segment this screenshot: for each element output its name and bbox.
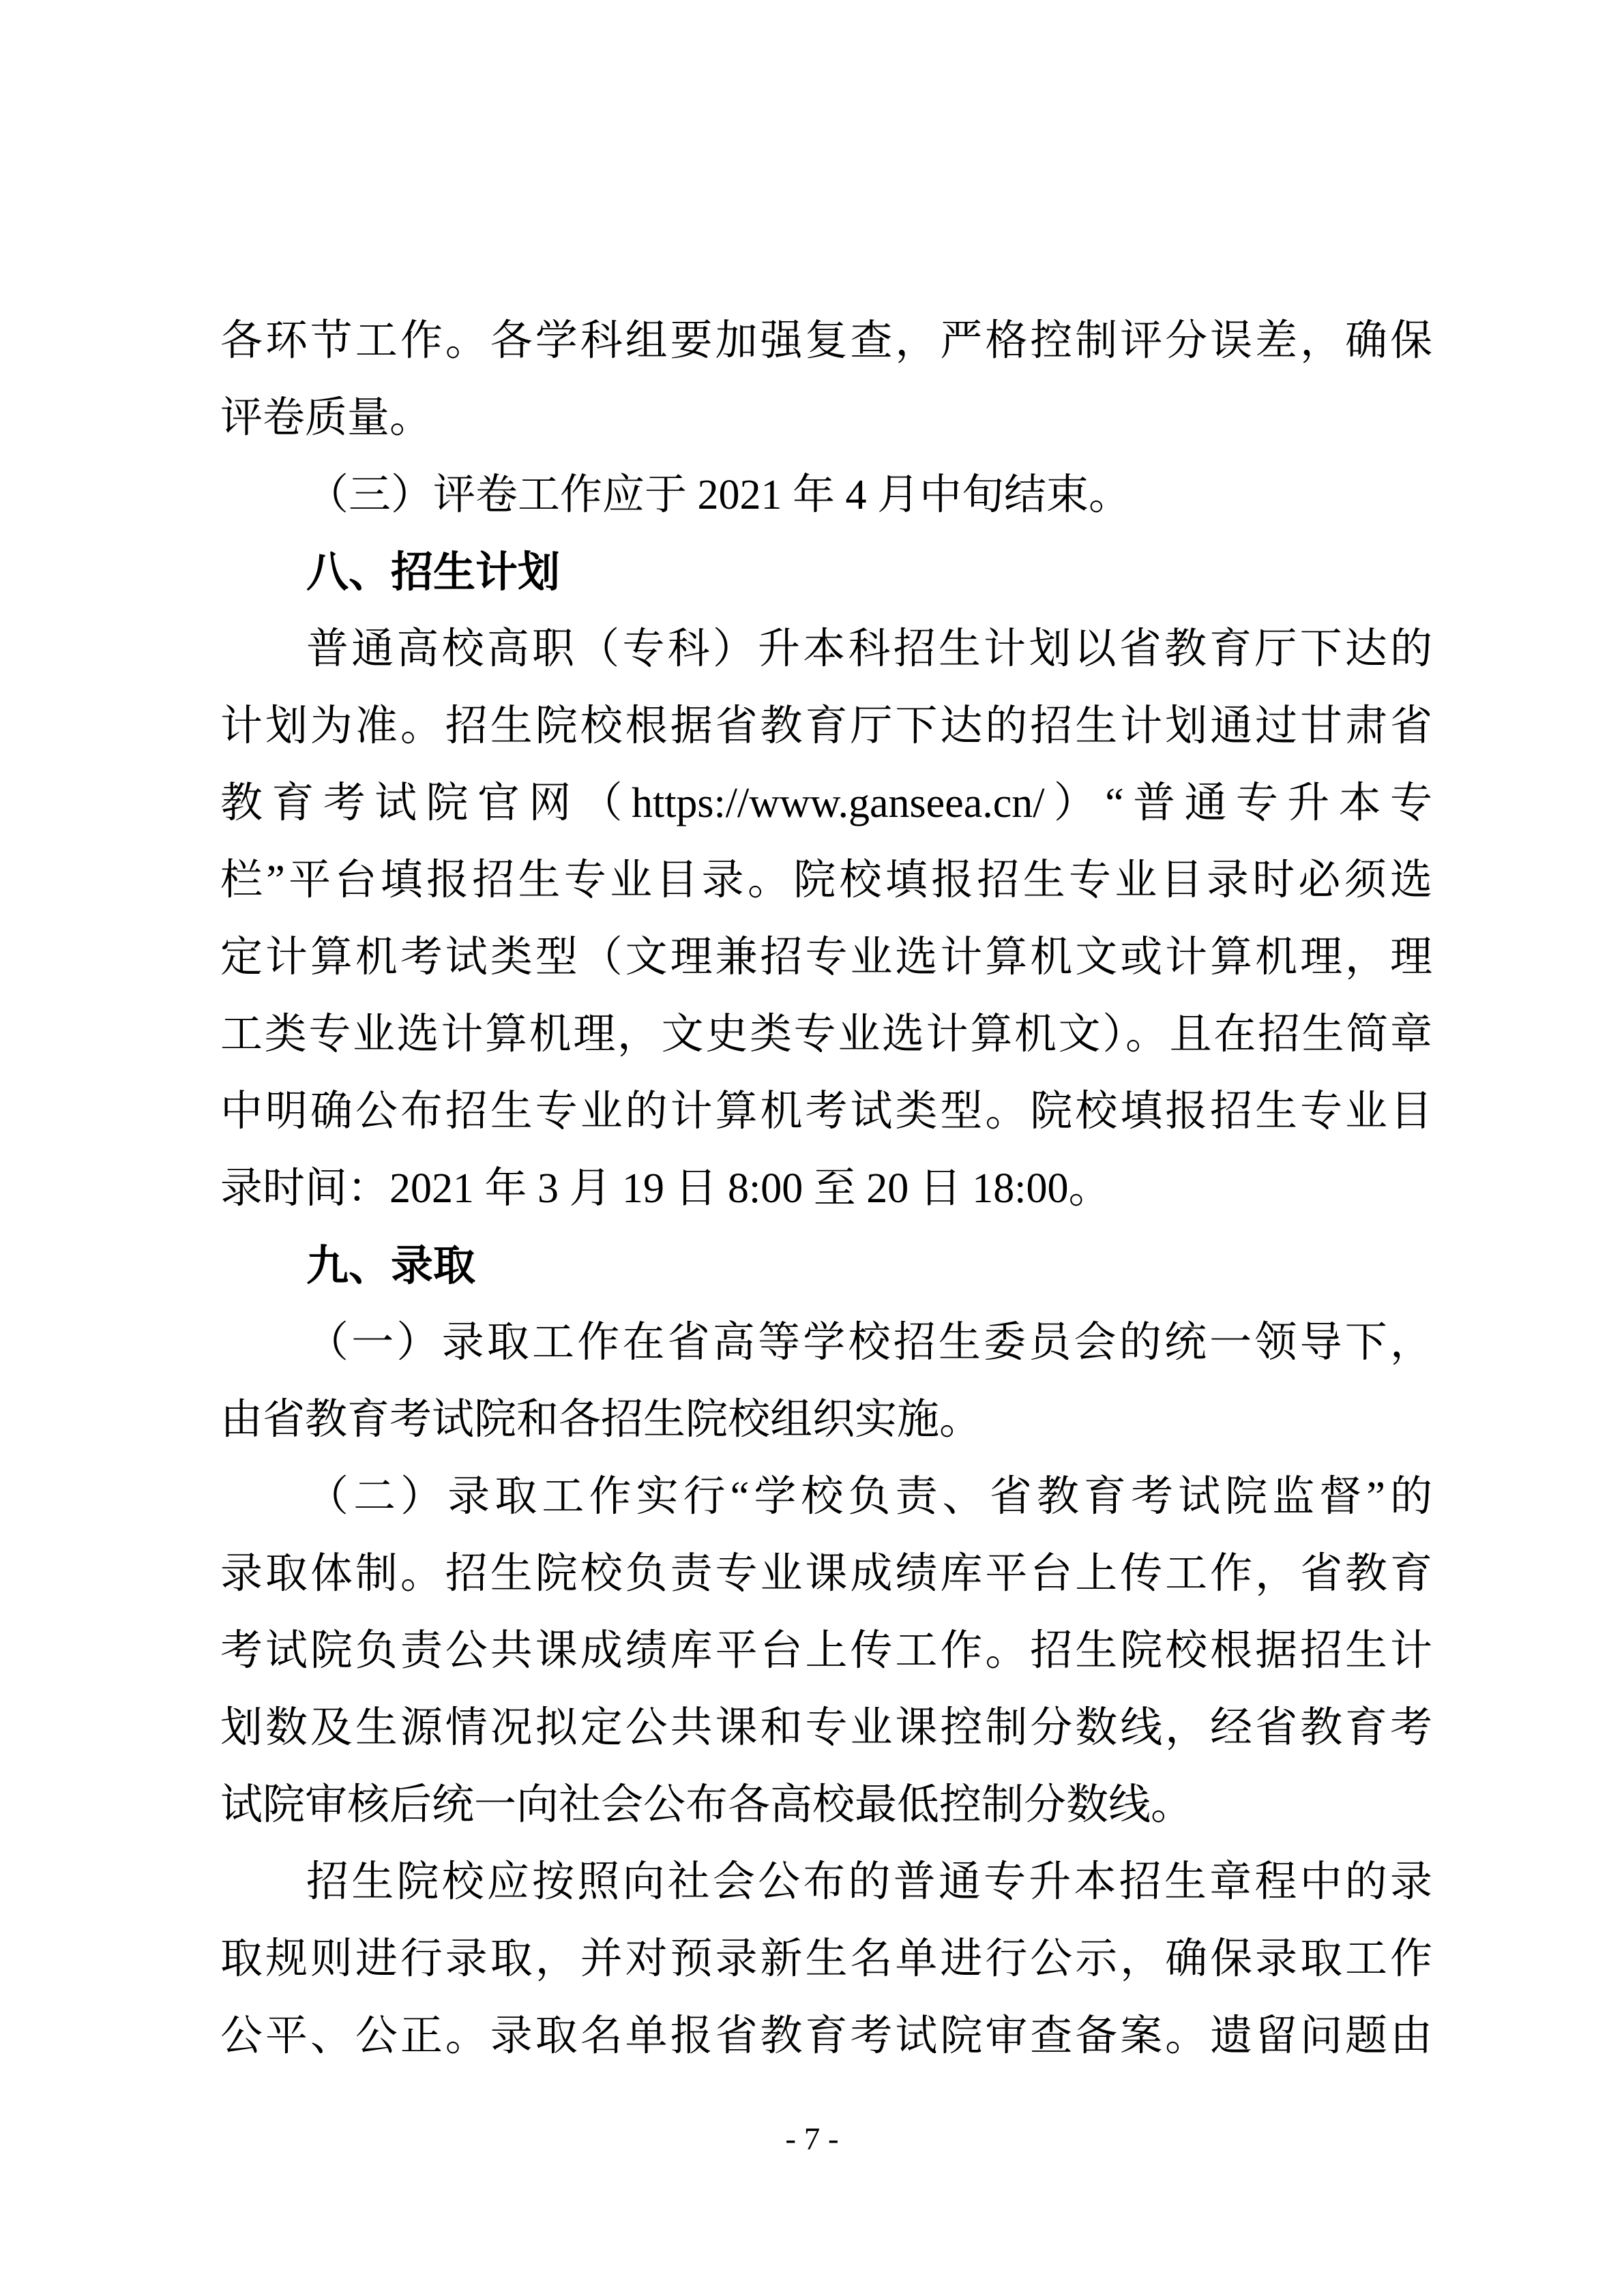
document-body bbox=[220, 303, 1432, 2075]
text-line: 公平、公正。录取名单报省教育考试院审查备案。遗留问题由 bbox=[220, 2013, 1432, 2059]
text-line: 各环节工作。各学科组要加强复查，严格控制评分误差，确保 bbox=[220, 318, 1432, 364]
text-line: 考试院负责公共课成绩库平台上传工作。招生院校根据招生计 bbox=[220, 1628, 1432, 1674]
text-line: 定计算机考试类型（文理兼招专业选计算机文或计算机理，理 bbox=[220, 934, 1432, 981]
text-line: （一）录取工作在省高等学校招生委员会的统一领导下， bbox=[306, 1320, 1432, 1366]
text-line: 教育考试院官网（https://www.ganseea.cn/）“普通专升本专 bbox=[220, 780, 1432, 826]
text-line: 招生院校应按照向社会公布的普通专升本招生章程中的录 bbox=[306, 1859, 1432, 1905]
text-line: 工类专业选计算机理，文史类专业选计算机文）。且在招生简章 bbox=[220, 1011, 1432, 1058]
text-line: 计划为准。招生院校根据省教育厅下达的招生计划通过甘肃省 bbox=[220, 703, 1432, 749]
text-line: 普通高校高职（专科）升本科招生计划以省教育厅下达的 bbox=[306, 626, 1432, 672]
text-line: 划数及生源情况拟定公共课和专业课控制分数线，经省教育考 bbox=[220, 1705, 1432, 1751]
text-line: 由省教育考试院和各招生院校组织实施。 bbox=[220, 1397, 982, 1443]
text-line: 录取体制。招生院校负责专业课成绩库平台上传工作，省教育 bbox=[220, 1551, 1432, 1597]
text-line: 录时间：2021 年 3 月 19 日 8:00 至 20 日 18:00。 bbox=[220, 1165, 1111, 1212]
section-heading: 八、招生计划 bbox=[306, 549, 561, 596]
text-line: 中明确公布招生专业的计算机考试类型。院校填报招生专业目 bbox=[220, 1088, 1432, 1135]
text-line: （三）评卷工作应于 2021 年 4 月中旬结束。 bbox=[306, 472, 1132, 518]
text-line: 取规则进行录取，并对预录新生名单进行公示，确保录取工作 bbox=[220, 1936, 1432, 1982]
section-heading: 九、录取 bbox=[306, 1242, 476, 1289]
text-line: 评卷质量。 bbox=[220, 395, 432, 441]
page-number: - 7 - bbox=[785, 2121, 839, 2157]
text-line: 试院审核后统一向社会公布各高校最低控制分数线。 bbox=[220, 1782, 1194, 1828]
text-line: （二）录取工作实行“学校负责、省教育考试院监督”的 bbox=[306, 1474, 1432, 1520]
text-line: 栏”平台填报招生专业目录。院校填报招生专业目录时必须选 bbox=[220, 857, 1432, 904]
